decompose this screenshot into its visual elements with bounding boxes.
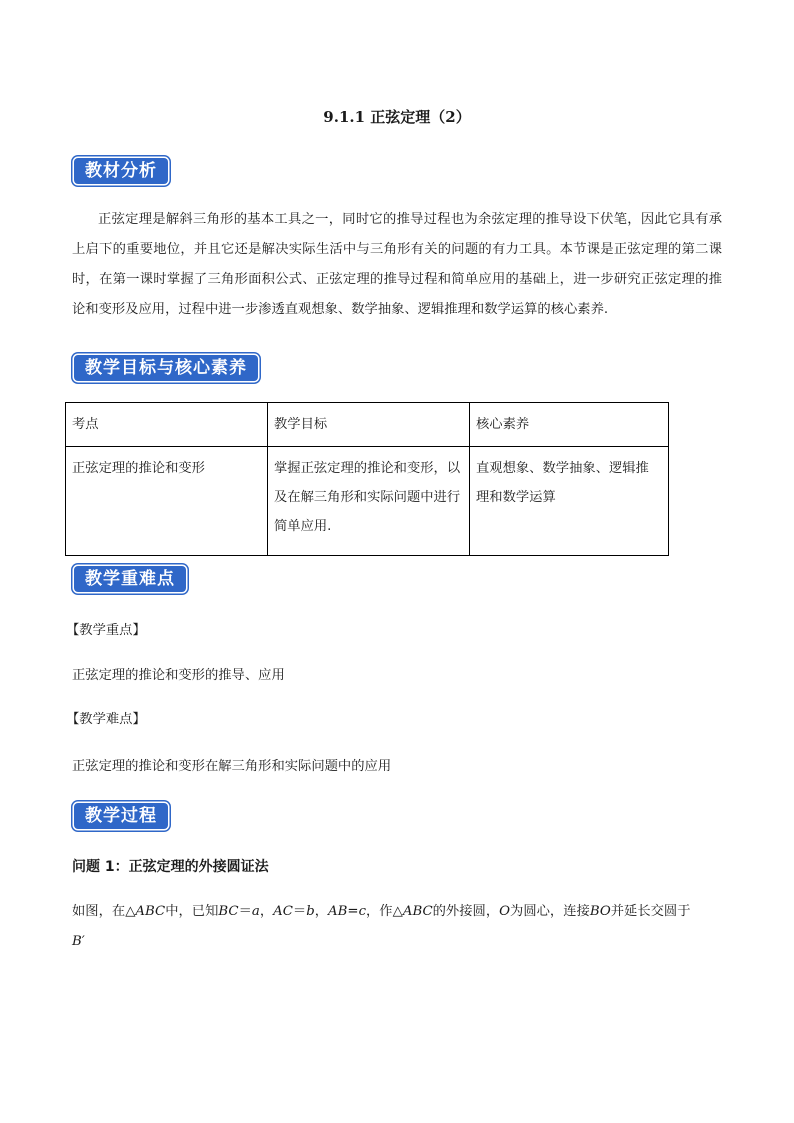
section-heading-goals: 教学目标与核心素养	[74, 355, 258, 381]
table-cell: 直观想象、数学抽象、逻辑推理和数学运算	[470, 447, 669, 556]
table-header-cell: 教学目标	[268, 403, 470, 447]
table-header-row	[66, 403, 669, 447]
table-header-cell: 核心素养	[470, 403, 669, 447]
section-heading-key: 教学重难点	[74, 566, 186, 592]
triangle-abc: △ABC	[392, 904, 433, 919]
focus-text: 正弦定理的推论和变形的推导、应用	[72, 668, 285, 683]
section-heading-process: 教学过程	[74, 803, 168, 829]
difficulty-label: 【教学难点】	[66, 712, 146, 727]
page-title: 9.1.1 正弦定理（2）	[323, 108, 471, 126]
question-title: 问题 1：正弦定理的外接圆证法	[72, 859, 269, 875]
table-row	[66, 447, 669, 556]
point-b-prime: B′	[72, 934, 85, 949]
focus-label: 【教学重点】	[66, 623, 146, 638]
difficulty-text: 正弦定理的推论和变形在解三角形和实际问题中的应用	[72, 759, 392, 774]
table-cell: 掌握正弦定理的推论和变形，以及在解三角形和实际问题中进行简单应用.	[268, 447, 470, 556]
question-text: 如图，在△ABC中，已知BC＝a，AC＝b，AB=c，作△ABC的外接圆，O为圆心，连接BO并延长交圆于 B′	[72, 904, 691, 949]
table-cell: 正弦定理的推论和变形	[66, 447, 268, 556]
analysis-paragraph: 正弦定理是解斜三角形的基本工具之一，同时它的推导过程也为余弦定理的推导设下伏笔，因此它具有承上启下的重要地位，并且它还是解决实际生活中与三角形有关的问题的有力工具。本节课是正弦定理的第二课时，在第一课时掌握了三角形面积公式、正弦定理的推导过程和简单应用的基础上，进一步研究正弦定理的推论和变形及应用，过程中进一步渗透直观想象、数学抽象、逻辑推理和数学运算的核心素养.	[72, 212, 722, 317]
table-header-cell: 考点	[66, 403, 268, 447]
section-heading-analysis: 教材分析	[74, 158, 168, 184]
triangle-abc: △ABC	[125, 904, 166, 919]
goals-table	[65, 402, 669, 556]
